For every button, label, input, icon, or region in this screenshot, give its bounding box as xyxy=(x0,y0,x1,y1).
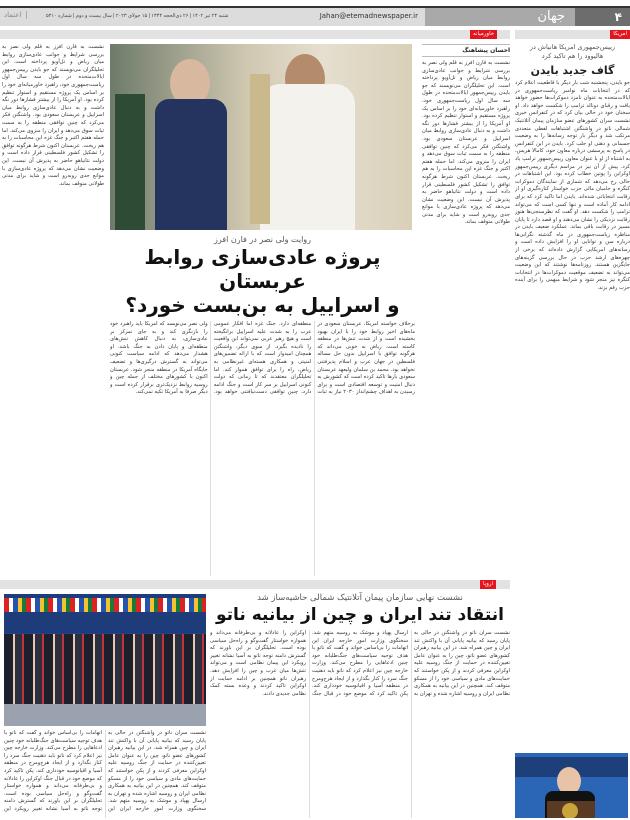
page-number: ۴ xyxy=(575,8,630,26)
section-title: جهان xyxy=(425,8,575,26)
feature-headline-line2: و اسراییل به بن‌بست خورد؟ xyxy=(125,293,400,317)
europe-label-bar xyxy=(0,580,510,589)
newspaper-logo: اعتماد xyxy=(4,11,27,19)
feature-headline-line1: پروژه عادی‌سازی روابط عربستان xyxy=(144,245,381,293)
europe-body: نشست سران ناتو در واشنگتن در حالی به پایان رسید که بیانیه پایانی آن با واکنش تند ایران و چین همراه شد. در این بیانیه رهبران کشورهای عضو ناتو، چین را به عنوان عامل تعیین‌کننده در حمایت از جنگ روسیه علیه اوکراین معرفی کردند و از پکن خواستند که حمایت‌های مادی و سیاسی خود را از مسکو متوقف کند. همچنین در این بیانیه به همکاری نظامی ایران و روسیه اشاره شده و تهران به ارسال پهپاد و موشک به روسیه متهم شد. سخنگوی وزارت امور خارجه ایران این اتهامات را بی‌اساس خواند و گفت که ناتو با هدف توجیه سیاست‌های جنگ‌طلبانه خود چنین ادعاهایی را مطرح می‌کند. وزارت خارجه چین نیز اعلام کرد که ناتو باید ذهنیت جنگ سرد را کنار بگذارد و از ایجاد هرج‌ومرج در منطقه آسیا و اقیانوسیه خودداری کند. پکن تاکید کرد که موضع خود در قبال جنگ اوکراین را عادلانه و بی‌طرفانه می‌داند و همواره خواستار گفت‌وگو و راه‌حل سیاسی بوده است. تحلیلگران بر این باورند که گسترش دامنه توجه ناتو به آسیا نشانه تغییر رویکرد این پیمان نظامی است و می‌تواند تنش‌ها میان غرب و چین را افزایش دهد. رهبران ناتو همچنین بر ادامه حمایت از اوکراین تاکید کردند و وعده بسته کمک نظامی جدیدی دادند. xyxy=(210,630,510,697)
europe-kicker: نشست نهایی سازمان پیمان آتلانتیک شمالی حاشیه‌ساز شد xyxy=(257,593,463,603)
middle-east-label-bar xyxy=(0,30,510,39)
europe-article xyxy=(210,592,510,818)
feature-kicker: روایت ولی نصر در فارن افرز xyxy=(213,235,312,244)
america-body: جو بایدن، پنجشنبه شب بار دیگر با قاطعیت اعلام کرد که در انتخابات ماه نوامبر ریاست‌جمهوری در ایالات‌متحده به عنوان نامزد دموکرات‌ها حضور خواهد یافت و رقبای دونالد ترامپ را شکست خواهد داد. او سخنان خود در حالی بیان کرد که در کنفرانس خبری نشست سران کشورهای عضو سازمان پیمان آتلانتیک شمالی ناتو در واشنگتن اشتباهات لفظی متعددی مرتکب شد و دیگر بار توجه رسانه‌ها را به وضعیت جسمانی و ذهنی او جلب کرد. بایدن در این کنفرانس در پاسخ به پرسشی درباره معاون خود، کامالا هریس، به اشتباه از او با عنوان معاون رییس‌جمهور ترامپ یاد کرد. پیش از آن نیز در مراسم دیگری رییس‌جمهور اوکراین را پوتین خطاب کرده بود. این اشتباهات در حالی رخ می‌دهد که شماری از نمایندگان دموکرات کنگره و حامیان مالی حزب خواستار کناره‌گیری او از رقابت انتخاباتی شده‌اند. بایدن اما تاکید کرد که برای ادامه کار آماده است و تنها کسی است که می‌تواند ترامپ را شکست دهد. او گفت که نظرسنجی‌ها هنوز رقابت نزدیکی را نشان می‌دهند و او قصد دارد تا پایان مسیر در رقابت باقی بماند. عملکرد ضعیف بایدن در مناظره ریاست‌جمهوری در ماه گذشته نگرانی‌ها درباره سن و توانایی او را افزایش داده است و رسانه‌های امریکایی گزارش داده‌اند که برخی از چهره‌های ارشد حزب در حال بررسی گزینه‌های جایگزین هستند. روزنامه‌ها نوشتند که این وضعیت می‌تواند به تضعیف موقعیت دموکرات‌ها در انتخابات کنگره نیز منجر شود و شرایط مبهمی را برای آینده حزب رقم بزند. xyxy=(515,80,630,292)
europe-body-continued: نشست سران ناتو در واشنگتن در حالی به پایان رسید که بیانیه پایانی آن با واکنش تند ایران و چین همراه شد. در این بیانیه رهبران کشورهای عضو ناتو، چین را به عنوان عامل تعیین‌کننده در حمایت از جنگ روسیه علیه اوکراین معرفی کردند و از پکن خواستند که حمایت‌های مادی و سیاسی خود را از مسکو متوقف کند. همچنین در این بیانیه به همکاری نظامی ایران و روسیه اشاره شده و تهران به ارسال پهپاد و موشک به روسیه متهم شد. سخنگوی وزارت امور خارجه ایران این اتهامات را بی‌اساس خواند و گفت که ناتو با هدف توجیه سیاست‌های جنگ‌طلبانه خود چنین ادعاهایی را مطرح می‌کند. وزارت خارجه چین نیز اعلام کرد که ناتو باید ذهنیت جنگ سرد را کنار بگذارد و از ایجاد هرج‌ومرج در منطقه آسیا و اقیانوسیه خودداری کند. پکن تاکید کرد که موضع خود در قبال جنگ اوکراین را عادلانه و بی‌طرفانه می‌داند و همواره خواستار گفت‌وگو و راه‌حل سیاسی بوده است. تحلیلگران بر این باورند که گسترش دامنه توجه ناتو به آسیا نشانه تغییر رویکرد این xyxy=(4,730,206,812)
middle-east-section-label: خاورمیانه xyxy=(470,30,497,39)
nato-leaders-group-photo xyxy=(4,594,206,726)
america-article xyxy=(515,43,630,749)
europe-headline: انتقاد تند ایران و چین از بیانیه ناتو xyxy=(215,605,504,625)
date-line: شنبه ۲۴ تیر ۱۴۰۲ | ۲۶ ذی‌الحجه ۱۴۴۴ | ۱۵ جولای ۲۰۲۳ | سال بیست و دوم | شماره ۵۴۱۰ xyxy=(46,13,229,19)
bin-salman-biden-photo xyxy=(110,44,412,230)
america-kicker: رییس‌جمهوری امریکا هانیاش در هالیوود را هم تاکید کرد xyxy=(529,43,616,60)
feature-body-continued: نشست به قارن افرز به قلم ولی نصر به بررسی شرایط و جوانب عادی‌سازی روابط میان ریاض و تل‌آویو پرداخته است. این تحلیلگران می‌نویسند که جو بایدن رییس‌جمهور ایالات‌متحده در طول سه سال اول ریاست‌جمهوری خود، راهبرد خاورمیانه‌ای خود را بر اساس یک پروژه مستقیم و استوار تنظیم کرده بود. او آمریکا را از بیشتر فشارها دور نگه داشت و به دنبال عادی‌سازی روابط میان اسراییل و عربستان سعودی بود. واشنگتن فکر می‌کرد که چنین توافقی منطقه را به سمت ثبات سوق می‌دهد و ایران را منزوی می‌کند. اما حمله هفتم اکتبر و جنگ غزه این محاسبات را به هم ریخت. عربستان اکنون شرط هرگونه توافق را تشکیل کشور فلسطینی قرار داده است و دولت نتانیاهو حاضر به پذیرش آن نیست. این وضعیت نشان می‌دهد که پروژه عادی‌سازی با موانع جدی روبه‌رو است و شاید برای مدتی طولانی متوقف بماند. xyxy=(2,44,104,187)
section-email[interactable]: Jahan@etemadnewspaper.ir xyxy=(319,12,418,20)
biden-nato-photo xyxy=(515,753,628,818)
america-headline: گاف جدید بایدن xyxy=(530,64,615,77)
author-byline: احسان پیشاهنگ xyxy=(422,44,510,57)
america-section-label: امریکا xyxy=(610,30,630,39)
feature-article xyxy=(110,234,415,576)
middle-east-body: نشست به قارن افرز به قلم ولی نصر به بررسی شرایط و جوانب عادی‌سازی روابط میان ریاض و تل‌آویو پرداخته است. این تحلیلگران می‌نویسند که جو بایدن رییس‌جمهور ایالات‌متحده در طول سه سال اول ریاست‌جمهوری خود، راهبرد خاورمیانه‌ای خود را بر اساس یک پروژه مستقیم و استوار تنظیم کرده بود. او آمریکا را از بیشتر فشارها دور نگه داشت و به دنبال عادی‌سازی روابط میان اسراییل و عربستان سعودی بود. واشنگتن فکر می‌کرد که چنین توافقی منطقه را به سمت ثبات سوق می‌دهد و ایران را منزوی می‌کند. اما حمله هفتم اکتبر و جنگ غزه این محاسبات را به هم ریخت. عربستان اکنون شرط هرگونه توافق را تشکیل کشور فلسطینی قرار داده است و دولت نتانیاهو حاضر به پذیرش آن نیست. این وضعیت نشان می‌دهد که پروژه عادی‌سازی با موانع جدی روبه‌رو است و شاید برای مدتی طولانی متوقف بماند. xyxy=(422,60,510,226)
middle-east-article xyxy=(422,44,510,572)
europe-section-label: اروپا xyxy=(480,580,496,589)
feature-body: برخلاف خواسته آمریکا، عربستان سعودی در ماه‌های اخیر روابط خود را با ایران بهبود بخشیده است و از شدت تنش‌ها در منطقه کاسته است. ریاض به خوبی می‌داند که هرگونه توافق با اسراییل بدون حل مساله فلسطین در جهان عرب و اسلام پذیرفتنی نخواهد بود. محمد بن سلمان ولیعهد عربستان سعودی بارها تاکید کرده است که کشورش به دنبال امنیت و توسعه اقتصادی است و برای رسیدن به اهداف چشم‌انداز ۲۰۳۰ نیاز به ثبات منطقه‌ای دارد. جنگ غزه اما افکار عمومی عرب را به شدت علیه اسراییل برانگیخته است و هیچ رهبر عربی نمی‌تواند این واقعیت را نادیده بگیرد. از سوی دیگر، واشنگتن همچنان امیدوار است که با ارائه تضمین‌های امنیتی و همکاری هسته‌ای غیرنظامی به ریاض، راه را برای توافق هموار کند. اما تحلیلگران معتقدند که تا زمانی که دولت کنونی اسراییل بر سر کار است و جنگ ادامه دارد، چنین توافقی دست‌نیافتنی خواهد بود. ولی نصر می‌نویسد که آمریکا باید راهبرد خود را بازنگری کند و به جای تمرکز بر عادی‌سازی، به دنبال کاهش تنش‌های منطقه‌ای و پایان دادن به جنگ باشد. او هشدار می‌دهد که ادامه سیاست کنونی می‌تواند به گسترش درگیری‌ها و تضعیف جایگاه آمریکا در منطقه منجر شود. عربستان اکنون با کشورهای مختلف از جمله چین و روسیه روابط نزدیک‌تری برقرار کرده است و دیگر صرفا به آمریکا تکیه نمی‌کند. xyxy=(110,321,415,396)
